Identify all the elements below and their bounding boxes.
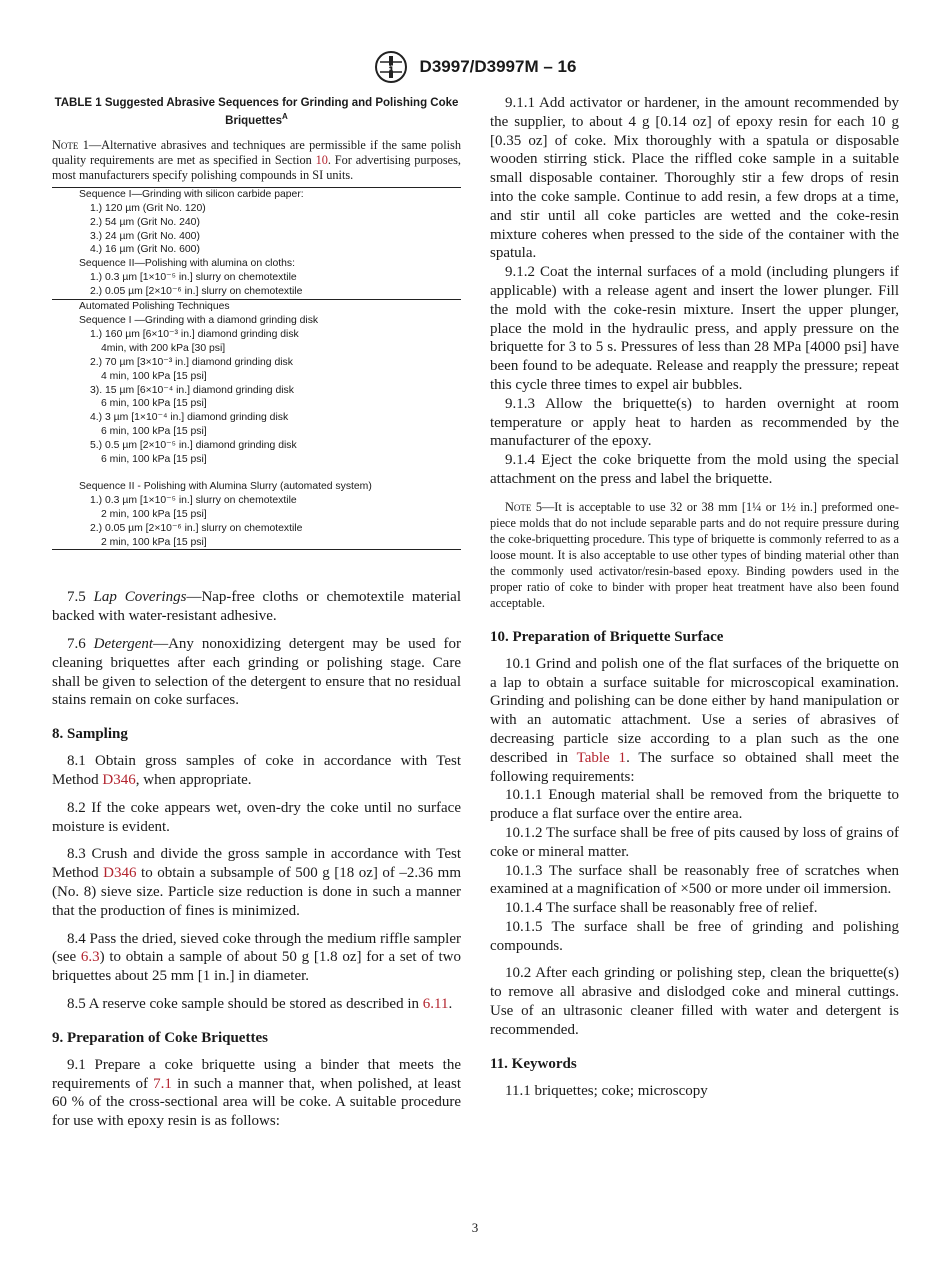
table-row: 3.) 24 µm (Grit No. 400) — [90, 230, 200, 242]
right-column — [490, 94, 899, 1100]
para-9-1-1: 9.1.1 Add activator or hardener, in the amount recommended by the supplier, to about 4 g [0.14 oz] of epoxy resin for each 10 g [0.35 oz] of coke. Mix thoroughly with a spatula or disposable wooden stirring stick. Place the riffled coke sample in a suitable small disposable container. Thoroughly stir a few drops of resin into the coke sample. Continue to add resin, a few drops at a time, and stir until all coke particles are wetted and the coke-resin mixture coheres when pressed to the side of the container with the spatula. — [490, 95, 899, 262]
table-row: 4.) 16 µm (Grit No. 600) — [90, 244, 200, 256]
para-8-2: 8.2 If the coke appears wet, oven-dry the coke until no surface moisture is evident. — [52, 799, 461, 835]
para-9-1-2: 9.1.2 Coat the internal surfaces of a mold (including plungers if applicable) with a release agent and insert the lower plunger. Fill the mold with the coke-resin mixture. Insert the upper plunger, place the mold in the hydraulic press, and apply pressure on the briquette for 3 to 5 s. Pressures of less than 28 MPa [4000 psi] have been found to be adequate. Release and reapply the pressure; repeat this cycle three times to expel air bubbles. — [490, 264, 899, 393]
section-10-link[interactable]: 10 — [315, 152, 328, 167]
d346-link[interactable]: D346 — [103, 865, 137, 882]
table-row: 6 min, 100 kPa [15 psi] — [101, 454, 207, 466]
table-row: 6 min, 100 kPa [15 psi] — [101, 398, 207, 410]
svg-text:ASTM: ASTM — [380, 65, 401, 73]
section-7-1-link[interactable]: 7.1 — [153, 1075, 172, 1092]
para-7-5: 7.5 Lap Coverings—Nap-free cloths or chemotextile material backed with water-resistant adhesive. — [52, 589, 461, 625]
table-row: 4.) 3 µm [1×10⁻⁴ in.] diamond grinding disk — [90, 412, 289, 424]
table-row: 1.) 120 µm (Grit No. 120) — [90, 202, 206, 214]
section-8-heading: 8. Sampling — [52, 726, 128, 743]
page-number: 3 — [471, 1220, 479, 1235]
table-note: Note 1—Alternative abrasives and techniques are permissible if the same polish quality requirements are met as specified in Section 10. For advertising purposes, most manufacturers specify polishing compounds in SI units. — [52, 137, 461, 182]
table-row: 2.) 54 µm (Grit No. 240) — [90, 216, 200, 228]
para-10-1-4: 10.1.4 The surface shall be reasonably free of relief. — [505, 900, 818, 917]
d346-link[interactable]: D346 — [102, 772, 136, 789]
table-row: 1.) 160 µm [6×10⁻³ in.] diamond grinding disk — [90, 328, 299, 340]
para-10-1-1: 10.1.1 Enough material shall be removed from the briquette to produce a flat surface over the entire area. — [490, 787, 899, 823]
table-row: 5.) 0.5 µm [2×10⁻⁵ in.] diamond grinding disk — [90, 440, 297, 452]
para-9-1-4: 9.1.4 Eject the coke briquette from the mold using the special attachment on the press and label the briquette. — [490, 452, 899, 487]
table-row: 4 min, 100 kPa [15 psi] — [101, 370, 207, 382]
note-5: Note 5—It is acceptable to use 32 or 38 mm [1¼ or 1½ in.] preformed one-piece molds that do not include separable parts and do not require pressure during the coke-briquetting procedure. This type of briquette is commonly referred to as a loose mount. It is also acceptable to use other types of binding material other than the commonly used activator/resin-based epoxy. Binding powders used in the proper ratio of coke to binder with proper heat treatment have also been found acceptable. — [490, 499, 899, 610]
table-row: Automated Polishing Techniques — [79, 301, 230, 313]
abrasive-sequence-table — [52, 187, 461, 551]
section-11-heading: 11. Keywords — [490, 1055, 577, 1072]
para-7-6: 7.6 Detergent—Any nonoxidizing detergent may be used for cleaning briquettes after each grinding or polishing stage. Care shall be given to selection of the detergent to ensure that no residual stains remain on coke surfaces. — [52, 636, 461, 709]
table-row: Sequence I—Grinding with silicon carbide paper: — [79, 188, 304, 200]
table-row: 1.) 0.3 µm [1×10⁻⁵ in.] slurry on chemotextile — [90, 272, 297, 284]
table-row: 4min, with 200 kPa [30 psi] — [101, 342, 226, 354]
para-8-4: 8.4 Pass the dried, sieved coke through the medium riffle sampler (see 6.3) to obtain a sample of about 50 g [1.8 oz] for a set of two briquettes about 25 mm [1 in.] in diameter. — [52, 930, 461, 985]
page-header — [0, 50, 950, 84]
table-row: 1.) 0.3 µm [1×10⁻⁵ in.] slurry on chemotextile — [90, 494, 297, 506]
para-9-1-3: 9.1.3 Allow the briquette(s) to harden overnight at room temperature or apply heat to harden as recommended by the manufacturer of the epoxy. — [490, 395, 899, 450]
table-row: 2 min, 100 kPa [15 psi] — [101, 508, 207, 520]
left-column — [52, 94, 461, 1131]
para-10-1-3: 10.1.3 The surface shall be reasonably free of scratches when examined at a magnification of ×500 or more under oil immersion. — [490, 862, 899, 898]
table-row: 2.) 0.05 µm [2×10⁻⁶ in.] slurry on chemotextile — [90, 286, 303, 298]
para-10-1-5: 10.1.5 The surface shall be free of grinding and polishing compounds. — [490, 918, 899, 954]
table-row: 2.) 0.05 µm [2×10⁻⁶ in.] slurry on chemotextile — [90, 522, 303, 534]
table-row: Sequence I —Grinding with a diamond grinding disk — [79, 314, 319, 326]
table-row: Sequence II - Polishing with Alumina Slurry (automated system) — [79, 480, 372, 492]
para-8-1: 8.1 Obtain gross samples of coke in accordance with Test Method D346, when appropriate. — [52, 753, 461, 789]
table-row: 2.) 70 µm [3×10⁻³ in.] diamond grinding disk — [90, 356, 293, 368]
para-8-5: 8.5 A reserve coke sample should be stored as described in 6.11. — [67, 996, 453, 1013]
para-9-1: 9.1 Prepare a coke briquette using a binder that meets the requirements of 7.1 in such a manner that, when polished, at least 60 % of the cross-sectional area will be coke. A suitable procedure for use with epoxy resin is as follows: — [52, 1056, 461, 1130]
para-10-2: 10.2 After each grinding or polishing step, clean the briquette(s) to remove all abrasive and dislodged coke and mineral cuttings. Use of an ultrasonic cleaner filled with water and detergent is recommended. — [490, 965, 899, 1038]
section-9-heading: 9. Preparation of Coke Briquettes — [52, 1029, 268, 1046]
section-6-11-link[interactable]: 6.11 — [422, 996, 449, 1013]
section-6-3-link[interactable]: 6.3 — [80, 949, 100, 966]
para-10-1: 10.1 Grind and polish one of the flat surfaces of the briquette on a lap to obtain a surface suitable for microscopical examination. Grinding and polishing can be done either by hand manipulation or with an automatic attachment. Use a series of abrasives of decreasing particle size according to a plan such as the one described in Table 1. The surface so obtained shall meet the following requirements: — [490, 655, 899, 785]
para-8-3: 8.3 Crush and divide the gross sample in accordance with Test Method D346 to obtain a subsample of 500 g [18 oz] of –2.36 mm (No. 8) sieve size. Particle size reduction is done in such a manner that the production of fines is minimized. — [52, 846, 461, 919]
table-row: Sequence II—Polishing with alumina on cloths: — [79, 258, 296, 270]
table-title: TABLE 1 Suggested Abrasive Sequences for Grinding and Polishing Coke Briquettes$^A$ — [54, 97, 459, 127]
table-1-link[interactable]: Table 1 — [576, 749, 627, 766]
table-row: 2 min, 100 kPa [15 psi] — [101, 536, 207, 548]
astm-logo-icon — [374, 50, 408, 84]
table-row: 3). 15 µm [6×10⁻⁴ in.] diamond grinding disk — [90, 384, 294, 396]
table-spacer — [52, 467, 461, 480]
document-id: D3997/D3997M – 16 — [419, 57, 577, 76]
para-10-1-2: 10.1.2 The surface shall be free of pits caused by loss of grains of coke or mineral matter. — [490, 824, 899, 860]
table-row: 6 min, 100 kPa [15 psi] — [101, 426, 207, 438]
para-11-1: 11.1 briquettes; coke; microscopy — [505, 1082, 708, 1099]
section-10-heading: 10. Preparation of Briquette Surface — [490, 628, 724, 645]
